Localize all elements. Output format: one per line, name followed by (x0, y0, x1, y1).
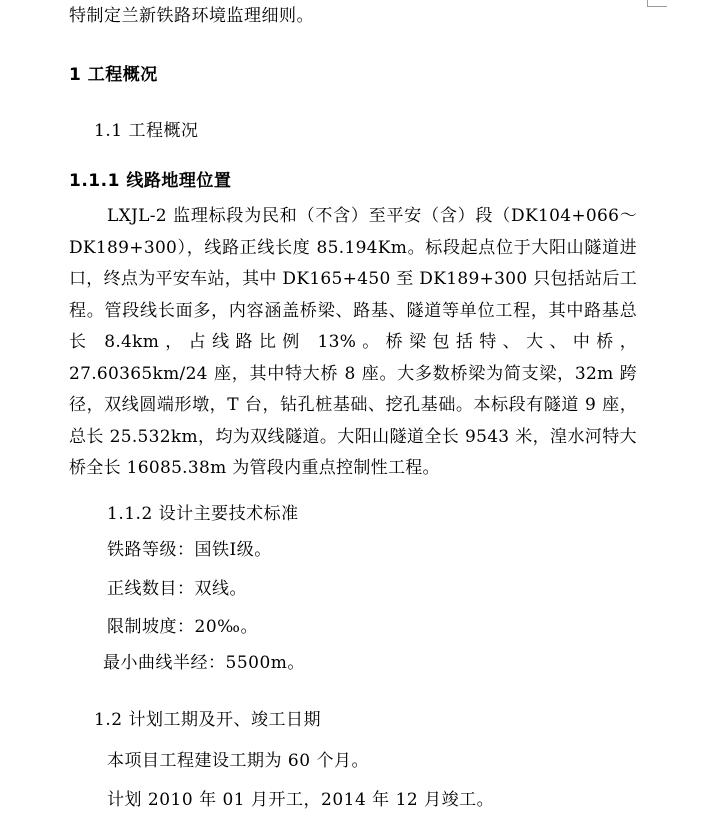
section-heading-1-2: 1.2 计划工期及开、竣工日期 (94, 710, 321, 730)
section-heading-1-1: 1.1 工程概况 (94, 121, 199, 141)
standard-item: 最小曲线半经：5500m。 (103, 653, 305, 673)
section-heading-1-1-2: 1.1.2 设计主要技术标准 (107, 504, 299, 524)
section-heading-1: 1 工程概况 (69, 65, 158, 85)
section-heading-1-1-1: 1.1.1 线路地理位置 (69, 171, 232, 191)
standard-item: 正线数目：双线。 (107, 579, 247, 599)
page-corner-mark (648, 6, 667, 7)
standard-item: 铁路等级：国铁Ⅰ级。 (107, 540, 272, 560)
schedule-item: 计划 2010 年 01 月开工，2014 年 12 月竣工。 (107, 790, 495, 810)
intro-line: 特制定兰新铁路环境监理细则。 (69, 6, 314, 26)
schedule-item: 本项目工程建设工期为 60 个月。 (107, 751, 369, 771)
standard-item: 限制坡度：20‰。 (107, 617, 258, 637)
paragraph-route-location: LXJL-2 监理标段为民和（不含）至平安（含）段（DK104+066～DK189+300），线路正线长度 85.194Km。标段起点位于大阳山隧道进口，终点为平安车站，其中 DK165+450 至 DK189+300 只包括站后工程。管段线长面多，内容涵盖桥梁、路基、隧道等单位工程，其中路基总长 8.4km，占线路比例 13%。桥梁包括特、大、中桥，27.60365km/24 座，其中特大桥 8 座。大多数桥梁为简支梁，32m 跨径，双线圆端形墩，T 台，钻孔桩基础、挖孔基础。本标段有隧道 9 座，总长 25.532km，均为双线隧道。大阳山隧道全长 9543 米，湟水河特大桥全长 16085.38m 为管段内重点控制性工程。 (69, 206, 637, 478)
